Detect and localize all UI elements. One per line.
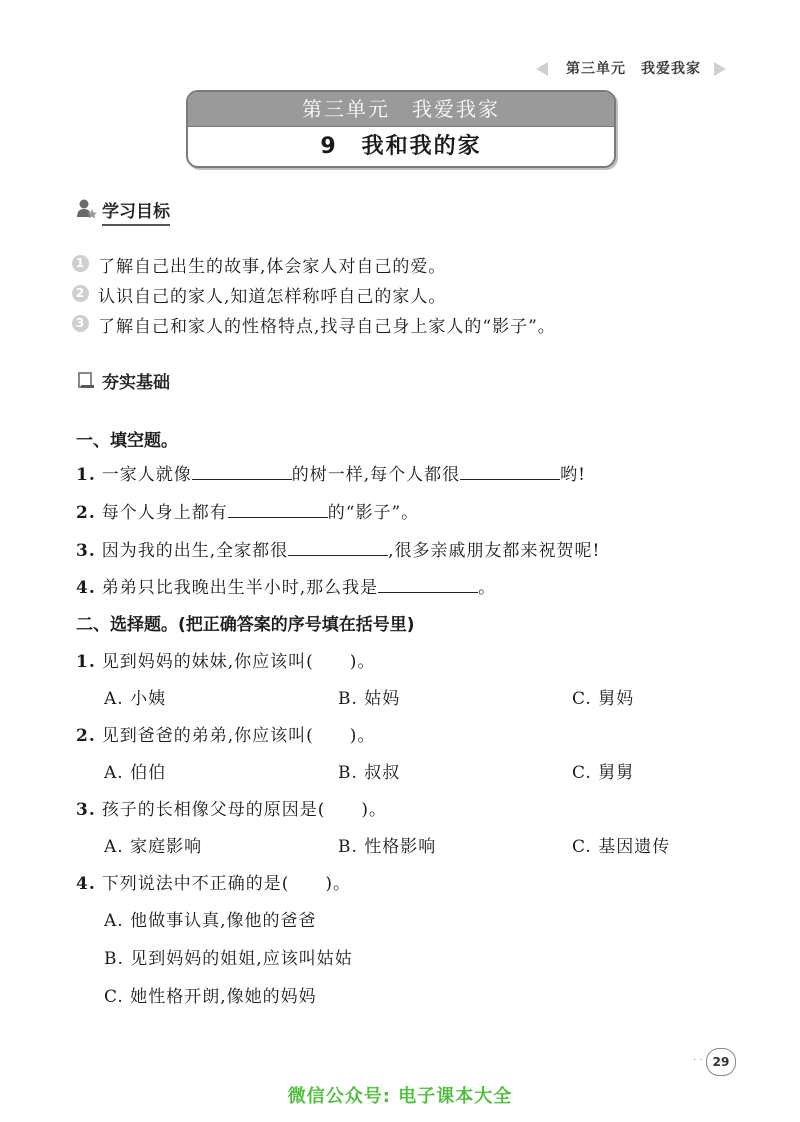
footer-watermark: 微信公众号: 电子课本大全 — [287, 1086, 513, 1107]
question-text: ,很多亲戚朋友都来祝贺呢! — [388, 541, 601, 561]
basics-heading-label: 夯实基础 — [102, 373, 170, 393]
choice-heading: 二、选择题。(把正确答案的序号填在括号里) — [76, 615, 415, 635]
choice-question-4 — [76, 869, 351, 894]
fill-question-3 — [76, 536, 600, 561]
fill-in-heading: 一、填空题。 — [76, 431, 178, 451]
answer-blank[interactable] — [288, 539, 388, 556]
option-a[interactable]: A. 小姨 — [104, 689, 167, 709]
option-c[interactable]: C. 她性格开朗,像她的妈妈 — [104, 987, 317, 1007]
goals-heading-label: 学习目标 — [102, 197, 170, 226]
question-text: 一家人就像 — [101, 465, 192, 485]
running-header — [536, 58, 726, 78]
question-number: 4. — [76, 874, 96, 894]
question-text: 的树一样,每个人都很 — [291, 465, 461, 485]
running-header-text: 第三单元 我爱我家 — [566, 61, 701, 77]
page-decoration-dots: · · — [693, 1055, 703, 1066]
option-b[interactable]: B. 姑妈 — [338, 689, 401, 709]
question-number: 1. — [76, 465, 96, 485]
question-text: 哟! — [560, 465, 586, 485]
fill-question-1 — [76, 460, 586, 485]
option-a[interactable]: A. 伯伯 — [104, 763, 167, 783]
option-b[interactable]: B. 性格影响 — [338, 837, 437, 857]
option-c[interactable]: C. 舅舅 — [572, 763, 635, 783]
goal-number: 3 — [72, 315, 89, 332]
learner-icon — [76, 198, 98, 220]
fill-question-4 — [76, 573, 496, 598]
option-b[interactable]: B. 见到妈妈的姐姐,应该叫姑姑 — [104, 949, 353, 969]
goal-text: 了解自己出生的故事,体会家人对自己的爱。 — [98, 257, 447, 277]
option-c[interactable]: C. 基因遗传 — [572, 837, 671, 857]
triangle-right-icon — [714, 62, 726, 76]
question-text: 见到妈妈的妹妹,你应该叫( )。 — [101, 652, 376, 672]
fill-question-2 — [76, 498, 419, 523]
question-text: 每个人身上都有 — [101, 503, 228, 523]
question-text: 因为我的出生,全家都很 — [101, 541, 289, 561]
question-text: 的“影子”。 — [327, 503, 420, 523]
question-number: 4. — [76, 578, 96, 598]
option-a[interactable]: A. 他做事认真,像他的爸爸 — [104, 911, 317, 931]
choice-question-1 — [76, 647, 375, 672]
answer-blank[interactable] — [378, 576, 478, 593]
question-number: 2. — [76, 503, 96, 523]
question-number: 3. — [76, 541, 96, 561]
page-number: 29 — [706, 1048, 736, 1076]
basics-heading — [76, 368, 276, 394]
answer-blank[interactable] — [228, 501, 328, 518]
choice-question-3 — [76, 795, 387, 820]
question-text: 下列说法中不正确的是( )。 — [101, 874, 352, 894]
goal-number: 2 — [72, 285, 89, 302]
choice-question-2 — [76, 721, 375, 746]
unit-title: 第三单元 我爱我家 — [188, 92, 614, 126]
question-number: 3. — [76, 800, 96, 820]
question-number: 1. — [76, 652, 96, 672]
question-text: 见到爸爸的弟弟,你应该叫( )。 — [101, 726, 376, 746]
goal-text: 了解自己和家人的性格特点,找寻自己身上家人的“影子”。 — [98, 317, 556, 337]
triangle-left-icon — [536, 62, 548, 76]
goal-text: 认识自己的家人,知道怎样称呼自己的家人。 — [98, 287, 447, 307]
lesson-title: 9 我和我的家 — [320, 134, 482, 159]
answer-blank[interactable] — [460, 463, 560, 480]
question-text: 孩子的长相像父母的原因是( )。 — [101, 800, 388, 820]
option-c[interactable]: C. 舅妈 — [572, 689, 635, 709]
book-icon — [76, 370, 96, 390]
lesson-title-box — [186, 90, 616, 168]
option-a[interactable]: A. 家庭影响 — [104, 837, 203, 857]
goals-heading — [76, 197, 276, 223]
answer-blank[interactable] — [192, 463, 292, 480]
option-b[interactable]: B. 叔叔 — [338, 763, 401, 783]
goal-number: 1 — [72, 255, 89, 272]
question-text: 。 — [478, 578, 497, 598]
question-text: 弟弟只比我晚出生半小时,那么我是 — [101, 578, 379, 598]
question-number: 2. — [76, 726, 96, 746]
